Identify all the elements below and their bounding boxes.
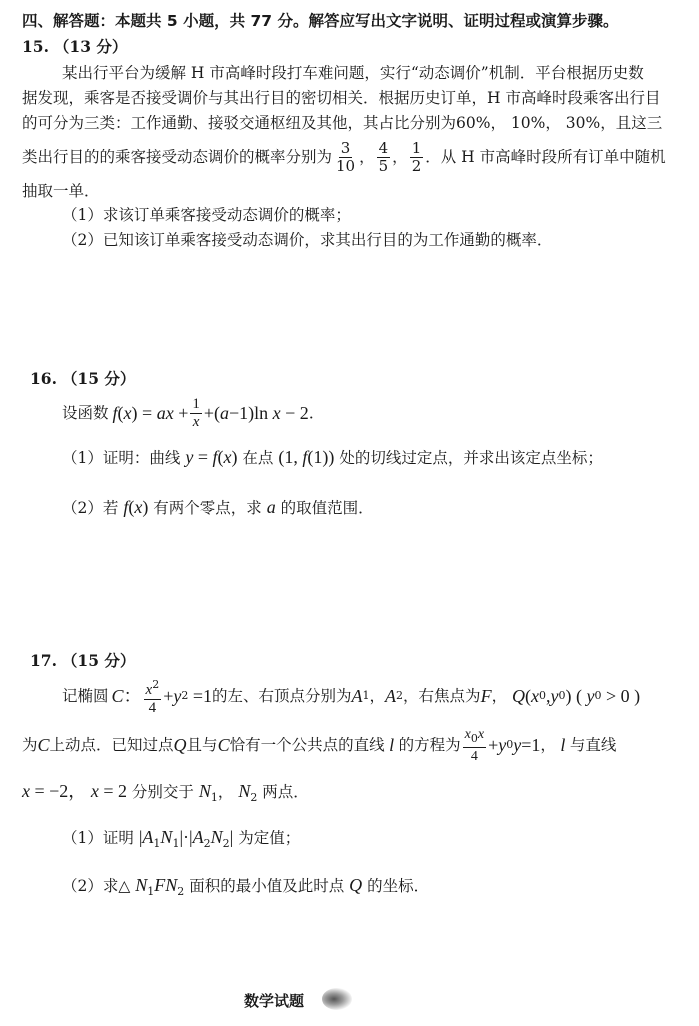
- section-header: 四、解答题：本题共 5 小题，共 77 分。解答应写出文字说明、证明过程或演算步骤。: [22, 12, 619, 30]
- q16-fraction-one-over-x: $\frac{1}{x}$: [192, 395, 200, 430]
- q16-sub-question-2: （2）若 f(x) 有两个零点，求 a 的取值范围．: [62, 497, 374, 517]
- q17-sub-question-1: （1）证明 $|A_1N_1|\cdot|A_2N_2|$ 为定值；: [62, 827, 301, 851]
- q15-p4-pre: 类出行目的的乘客接受动态调价的概率分别为: [22, 148, 333, 166]
- q17-fraction-x0x-over-4: $\frac{x_0x}{4}$: [464, 727, 485, 764]
- q15-p4-post: ．从 H 市高峰时段所有订单中随机: [425, 148, 666, 166]
- scan-smudge: [322, 988, 352, 1010]
- q17-line-2: 为 C 上动点．已知过点 Q 且与 C 恰有一个公共点的直线 l 的方程为 $\frac{x_0x}{4}$ + y 0 y =1 ， l 与直线: [22, 727, 617, 764]
- q15-paragraph-line-1: 某出行平台为缓解 H 市高峰时段打车难问题，实行“动态调价”机制．平台根据历史数: [62, 64, 644, 82]
- q15-sub-question-1: （1）求该订单乘客接受动态调价的概率；: [62, 206, 351, 224]
- q17-heading: [30, 650, 135, 672]
- q17-fraction-x2-over-4: $\frac{x^2}{4}$: [145, 677, 160, 716]
- q17-line-3: x = −2， x = 2 分别交于 $N_1$， $N_2$ 两点．: [22, 781, 309, 805]
- q16-intro: 设函数 f ( x ) = ax + $\frac{1}{x}$ +( a −1)ln x − 2 ．: [62, 395, 325, 430]
- q17-score: （15 分）: [61, 651, 136, 670]
- q15-number: 15.: [22, 37, 49, 56]
- q15-paragraph-line-2: 据发现，乘客是否接受调价与其出行目的密切相关．根据历史订单，H 市高峰时段乘客出行目: [22, 89, 661, 107]
- q15-heading: [22, 36, 127, 58]
- q15-paragraph-line-5: 抽取一单．: [22, 182, 100, 200]
- page-footer: 数学试题: [244, 992, 305, 1010]
- q15-fraction-1: $\frac{3}{10}$: [336, 138, 356, 175]
- q15-fraction-2: $\frac{4}{5}$: [378, 138, 389, 175]
- q17-sub-question-2: （2）求△ $N_1FN_2$ 面积的最小值及此时点 Q 的坐标．: [62, 875, 430, 899]
- q16-heading: [30, 368, 135, 390]
- q15-paragraph-line-3: 的可分为三类：工作通勤、接驳交通枢纽及其他，其占比分别为60%， 10%， 30%，且这三: [22, 114, 663, 132]
- q17-line-1: 记椭圆 C ： $\frac{x^2}{4}$ + y 2 =1 的左、右顶点分别为 A 1 ， A 2 ，右焦点为 F ， Q ( x 0 , y 0 ) ( y 0 > 0 ): [62, 677, 641, 716]
- q15-sub-question-2: （2）已知该订单乘客接受动态调价，求其出行目的为工作通勤的概率．: [62, 231, 553, 249]
- q15-fraction-3: $\frac{1}{2}$: [411, 138, 422, 175]
- q15-score: （13 分）: [53, 37, 128, 56]
- q15-paragraph-line-4: 类出行目的的乘客接受动态调价的概率分别为 $\frac{3}{10}$ ， $\frac{4}{5}$ ， $\frac{1}{2}$ ．从 H 市高峰时段所有订单中随机: [22, 138, 666, 175]
- q16-number: 16.: [30, 369, 57, 388]
- q16-score: （15 分）: [61, 369, 136, 388]
- q17-number: 17.: [30, 651, 57, 670]
- q16-sub-question-1: （1）证明：曲线 y = f(x) 在点 (1, f(1)) 处的切线过定点，并求出该定点坐标；: [62, 447, 603, 467]
